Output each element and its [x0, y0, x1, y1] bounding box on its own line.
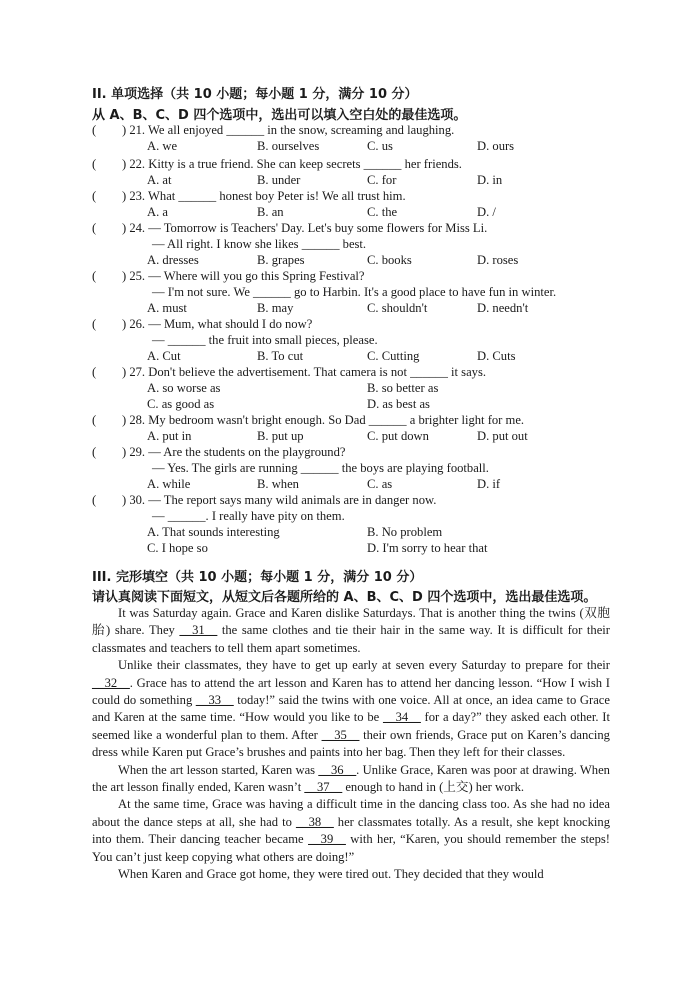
- passage-paragraph-4: At the same time, Grace was having a difficult time in the dancing class too. As she had no idea about the dance steps at all, she had to __38__ her classmates totally. As a result, she kept knocking into them. Their dancing teacher became __39__ with her, “Karen, you should remember the steps! You can’t just keep copying what others are doing!”: [92, 797, 611, 864]
- answer-paren[interactable]: (: [92, 123, 97, 137]
- option-d: D. needn't: [477, 301, 529, 315]
- option-b: B. when: [257, 477, 299, 491]
- option-c: C. books: [367, 253, 412, 267]
- blank-31: __31__: [179, 623, 218, 638]
- option-b: B. No problem: [367, 525, 443, 539]
- question-text: ) 25. — Where will you go this Spring Festival?: [122, 269, 365, 283]
- option-b: B. To cut: [257, 349, 304, 363]
- question-text: ) 28. My bedroom wasn't bright enough. So Dad ______ a brighter light for me.: [122, 413, 525, 427]
- blank-37: __37__: [304, 780, 343, 795]
- question-text: ) 21. We all enjoyed ______ in the snow, screaming and laughing.: [122, 123, 455, 137]
- question-item: [92, 317, 612, 363]
- answer-paren[interactable]: (: [92, 189, 97, 203]
- option-a: A. must: [147, 301, 187, 315]
- question-item: [92, 189, 612, 219]
- option-b: B. may: [257, 301, 294, 315]
- question-item: [92, 221, 612, 267]
- question-text: ) 26. — Mum, what should I do now?: [122, 317, 313, 331]
- option-d: D. in: [477, 173, 503, 187]
- question-text: ) 23. What ______ honest boy Peter is! We all trust him.: [122, 189, 406, 203]
- question-item: [92, 445, 612, 491]
- option-c: C. as: [367, 477, 393, 491]
- dialogue-line: — ______. I really have pity on them.: [152, 509, 345, 523]
- question-item: [92, 123, 612, 153]
- blank-36: __36__: [318, 762, 357, 777]
- option-a: A. a: [147, 205, 168, 219]
- section-3-title: III. 完形填空（共 10 小题；每小题 1 分，满分 10 分）: [92, 570, 423, 585]
- option-b: B. grapes: [257, 253, 305, 267]
- answer-paren[interactable]: (: [92, 221, 97, 235]
- option-d: D. ours: [477, 139, 515, 153]
- option-d: D. I'm sorry to hear that: [367, 541, 488, 555]
- option-a: A. put in: [147, 429, 192, 443]
- passage-paragraph-3: When the art lesson started, Karen was __36__. Unlike Grace, Karen was poor at drawing. When the art lesson finally ended, Karen wasn’t __37__ enough to hand in (上交) her work.: [92, 762, 610, 795]
- cloze-passage: [92, 605, 610, 884]
- section-3-instruction: 请认真阅读下面短文，从短文后各题所给的 A、B、C、D 四个选项中，选出最佳选项。: [92, 590, 597, 605]
- option-d: D. Cuts: [477, 349, 516, 363]
- option-c: C. for: [367, 173, 397, 187]
- question-text: ) 24. — Tomorrow is Teachers' Day. Let's buy some flowers for Miss Li.: [122, 221, 488, 235]
- answer-paren[interactable]: (: [92, 317, 97, 331]
- question-item: [92, 365, 612, 411]
- dialogue-line: — ______ the fruit into small pieces, please.: [152, 333, 378, 347]
- answer-paren[interactable]: (: [92, 413, 97, 427]
- option-b: B. so better as: [367, 381, 439, 395]
- question-item: [92, 269, 612, 315]
- option-a: A. while: [147, 477, 191, 491]
- question-text: ) 30. — The report says many wild animals are in danger now.: [122, 493, 437, 507]
- option-a: A. at: [147, 173, 172, 187]
- blank-32: __32__: [92, 675, 130, 690]
- question-text: ) 22. Kitty is a true friend. She can keep secrets ______ her friends.: [122, 157, 462, 171]
- section-2-instruction: 从 A、B、C、D 四个选项中，选出可以填入空白处的最佳选项。: [92, 108, 467, 123]
- question-text: ) 29. — Are the students on the playground?: [122, 445, 346, 459]
- answer-paren[interactable]: (: [92, 493, 97, 507]
- option-b: B. put up: [257, 429, 304, 443]
- option-c: C. us: [367, 139, 393, 153]
- option-b: B. an: [257, 205, 284, 219]
- dialogue-line: — All right. I know she likes ______ best.: [152, 237, 367, 251]
- option-d: D. as best as: [367, 397, 430, 411]
- blank-39: __39__: [308, 832, 346, 847]
- question-item: [92, 413, 612, 443]
- option-a: A. Cut: [147, 349, 181, 363]
- option-c: C. the: [367, 205, 398, 219]
- option-c: C. I hope so: [147, 541, 208, 555]
- question-item: [92, 157, 612, 187]
- option-c: C. as good as: [147, 397, 215, 411]
- dialogue-line: — I'm not sure. We ______ go to Harbin. It's a good place to have fun in winter.: [152, 285, 557, 299]
- question-item: [92, 493, 612, 555]
- answer-paren[interactable]: (: [92, 445, 97, 459]
- option-d: D. /: [477, 205, 496, 219]
- answer-paren[interactable]: (: [92, 365, 97, 379]
- option-d: D. put out: [477, 429, 528, 443]
- passage-paragraph-1: It was Saturday again. Grace and Karen dislike Saturdays. That is another thing the twins (双胞胎) share. They __31__ the same clothes and tie their hair in the same way. It is difficult for their classmates and teachers to tell them apart sometimes.: [92, 606, 610, 655]
- option-c: C. put down: [367, 429, 429, 443]
- option-a: A. dresses: [147, 253, 199, 267]
- option-d: D. if: [477, 477, 501, 491]
- option-c: C. Cutting: [367, 349, 420, 363]
- option-a: A. That sounds interesting: [147, 525, 280, 539]
- blank-34: __34__: [383, 710, 421, 725]
- blank-38: __38__: [295, 814, 334, 829]
- option-a: A. so worse as: [147, 381, 221, 395]
- section-2-title: II. 单项选择（共 10 小题；每小题 1 分，满分 10 分）: [92, 87, 418, 102]
- blank-33: __33__: [195, 693, 234, 708]
- passage-paragraph-5: When Karen and Grace got home, they were tired out. They decided that they would: [118, 867, 544, 882]
- option-c: C. shouldn't: [367, 301, 428, 315]
- option-b: B. ourselves: [257, 139, 320, 153]
- question-text: ) 27. Don't believe the advertisement. That camera is not ______ it says.: [122, 365, 487, 379]
- answer-paren[interactable]: (: [92, 157, 97, 171]
- option-a: A. we: [147, 139, 178, 153]
- blank-35: __35__: [321, 727, 360, 742]
- option-d: D. roses: [477, 253, 519, 267]
- answer-paren[interactable]: (: [92, 269, 97, 283]
- option-b: B. under: [257, 173, 301, 187]
- passage-paragraph-2: Unlike their classmates, they have to get up early at seven every Saturday to prepare for their __32__. Grace has to attend the art lesson and Karen has to attend her dancing lesson. “How I wish I could do something __33__ today!” said the twins with one voice. All at once, an idea came to Grace and Karen at the same time. “How would you like to be __34__ for a day?” they asked each other. It seemed like a wonderful plan to them. After __35__ their own friends, Grace put on Karen’s dancing dress while Karen put Grace’s brushes and paints into her bag. Then they left for their classes.: [92, 658, 610, 760]
- dialogue-line: — Yes. The girls are running ______ the boys are playing football.: [152, 461, 489, 475]
